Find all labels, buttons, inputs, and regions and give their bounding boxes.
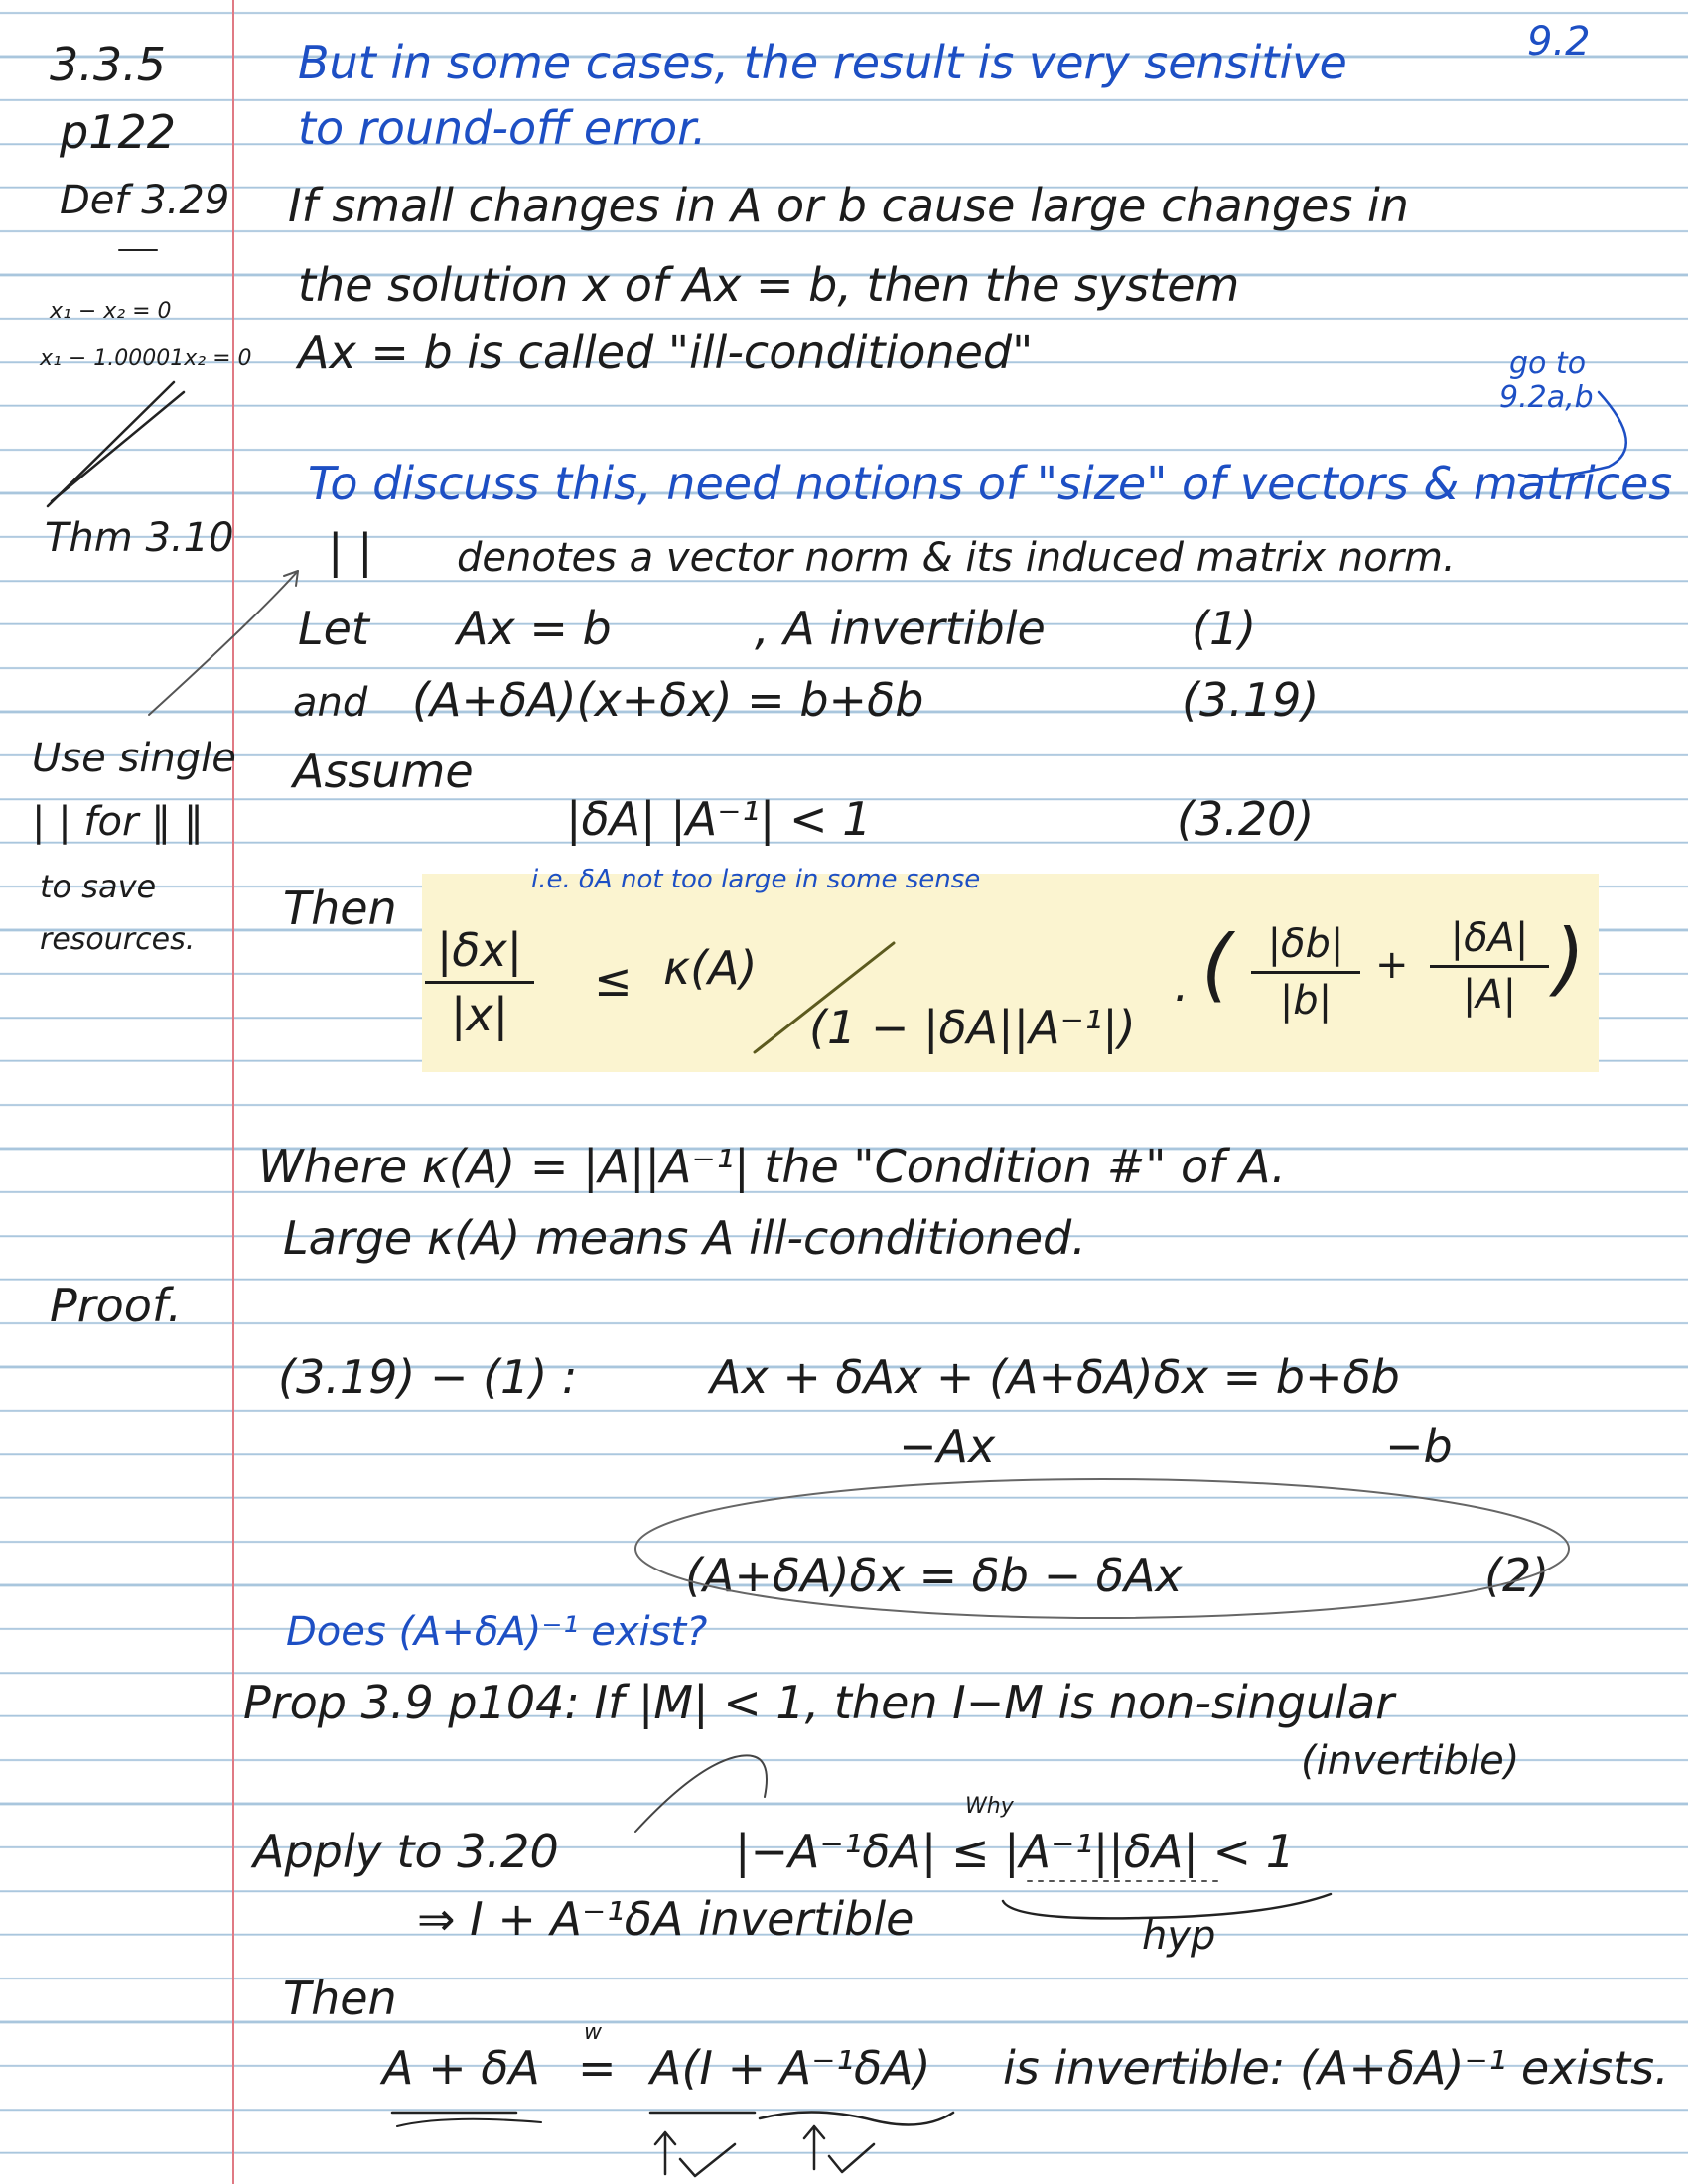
example-equation-2: x₁ − 1.00001x₂ = 0 xyxy=(40,346,252,371)
leq-sign: ≤ xyxy=(594,953,633,1007)
where-line: Where κ(A) = |A||A⁻¹| the "Condition #" of A. xyxy=(258,1140,1286,1193)
and-word: and xyxy=(293,680,368,726)
db-fraction xyxy=(1251,921,1360,1024)
final-lhs-squiggle xyxy=(397,2119,541,2126)
check-mark-1 xyxy=(680,2144,735,2176)
da-fraction xyxy=(1430,915,1549,1018)
why-note: Why xyxy=(965,1794,1014,1819)
kappa-term: κ(A) xyxy=(663,941,758,995)
margin-note-line-2: | | for ‖ ‖ xyxy=(32,799,204,845)
final-rhs: A(I + A⁻¹δA) xyxy=(650,2041,931,2095)
db-denominator: |b| xyxy=(1279,978,1333,1024)
norm-note: denotes a vector norm & its induced matrix norm. xyxy=(457,535,1456,581)
lhs-numerator: |δx| xyxy=(436,923,523,977)
equation-3-20-tag: (3.20) xyxy=(1177,792,1315,846)
intro-line-2: to round-off error. xyxy=(298,101,707,155)
proposition-note: (invertible) xyxy=(1301,1738,1520,1784)
margin-arrowhead xyxy=(284,571,298,586)
margin-line xyxy=(232,0,234,2184)
goto-reference: 9.2a,b xyxy=(1499,380,1594,415)
definition-line-3: Ax = b is called "ill-conditioned" xyxy=(298,326,1034,379)
existence-question: Does (A+δA)⁻¹ exist? xyxy=(286,1609,708,1655)
sketch-line-2 xyxy=(52,392,184,501)
page-reference: p122 xyxy=(60,105,176,159)
final-tail: is invertible: (A+δA)⁻¹ exists. xyxy=(1003,2041,1669,2095)
lhs-denominator: |x| xyxy=(450,988,509,1041)
db-fraction-bar xyxy=(1251,971,1360,974)
check-mark-2 xyxy=(829,2144,874,2172)
equation-2-tag: (2) xyxy=(1484,1549,1550,1602)
difference-label: (3.19) − (1) : xyxy=(278,1350,578,1404)
then-word-proof: Then xyxy=(283,1972,397,2025)
equation-2: (A+δA)δx = δb − δAx xyxy=(685,1549,1183,1602)
margin-note-line-3: to save xyxy=(40,868,157,905)
goto-text: go to xyxy=(1509,346,1587,381)
equation-3-20: |δA| |A⁻¹| < 1 xyxy=(566,792,872,846)
equation-3-19: (A+δA)(x+δx) = b+δb xyxy=(412,673,924,727)
minus-b: −b xyxy=(1385,1420,1453,1473)
sketch-line-1 xyxy=(48,382,174,506)
equation-3-19-tag: (3.19) xyxy=(1182,673,1320,727)
close-paren: ) xyxy=(1554,912,1586,1005)
final-rhs-squiggle xyxy=(760,2112,953,2124)
assume-word: Assume xyxy=(293,745,474,798)
then-word: Then xyxy=(283,882,397,935)
da-numerator: |δA| xyxy=(1450,915,1529,961)
db-numerator: |δb| xyxy=(1267,921,1344,967)
check-arrow-1 xyxy=(655,2132,675,2174)
difference-equation: Ax + δAx + (A+δA)δx = b+δb xyxy=(710,1350,1400,1404)
equation-1-tag: (1) xyxy=(1192,602,1257,655)
final-w-note: w xyxy=(584,2020,602,2045)
example-equation-1: x₁ − x₂ = 0 xyxy=(50,299,172,324)
definition-label: Def 3.29 xyxy=(60,178,230,223)
equation-1-condition: , A invertible xyxy=(755,602,1046,655)
margin-note-line-1: Use single xyxy=(32,736,236,781)
norm-symbol: | | xyxy=(328,524,373,578)
check-arrow-2 xyxy=(804,2126,824,2169)
minus-ax: −Ax xyxy=(899,1420,996,1473)
large-kappa-line: Large κ(A) means A ill-conditioned. xyxy=(283,1211,1086,1265)
proposition-line: Prop 3.9 p104: If |M| < 1, then I−M is non-singular xyxy=(243,1676,1395,1729)
margin-arrow xyxy=(149,571,298,715)
let-word: Let xyxy=(298,602,369,655)
margin-note-line-4: resources. xyxy=(40,922,196,957)
dot-operator: · xyxy=(1172,971,1187,1024)
apply-curve xyxy=(635,1755,767,1832)
plus-sign: + xyxy=(1375,942,1409,988)
intro-line-1: But in some cases, the result is very sensitive xyxy=(298,36,1347,89)
theorem-label: Thm 3.10 xyxy=(45,515,234,561)
definition-line-1: If small changes in A or b cause large changes in xyxy=(288,179,1409,232)
apply-equation: |−A⁻¹δA| ≤ |A⁻¹||δA| < 1 xyxy=(735,1825,1295,1878)
section-number: 3.3.5 xyxy=(50,38,167,91)
discussion-line: To discuss this, need notions of "size" of vectors & matrices xyxy=(308,457,1673,510)
lhs-fraction-bar xyxy=(425,981,534,984)
final-lhs: A + δA xyxy=(382,2041,540,2095)
open-paren: ( xyxy=(1201,918,1233,1011)
final-equals: = xyxy=(578,2041,617,2095)
proof-label: Proof. xyxy=(50,1279,182,1332)
page-number: 9.2 xyxy=(1527,19,1591,65)
da-fraction-bar xyxy=(1430,965,1549,968)
lhs-fraction xyxy=(425,923,534,1041)
ie-note: i.e. δA not too large in some sense xyxy=(531,865,981,894)
da-denominator: |A| xyxy=(1462,972,1517,1018)
main-denominator: (1 − |δA||A⁻¹|) xyxy=(809,1001,1136,1054)
apply-label: Apply to 3.20 xyxy=(253,1825,559,1878)
equation-1: Ax = b xyxy=(457,602,612,655)
implies-line: ⇒ I + A⁻¹δA invertible xyxy=(417,1892,914,1946)
hypothesis-note: hyp xyxy=(1142,1913,1216,1959)
definition-line-2: the solution x of Ax = b, then the system xyxy=(298,258,1240,312)
